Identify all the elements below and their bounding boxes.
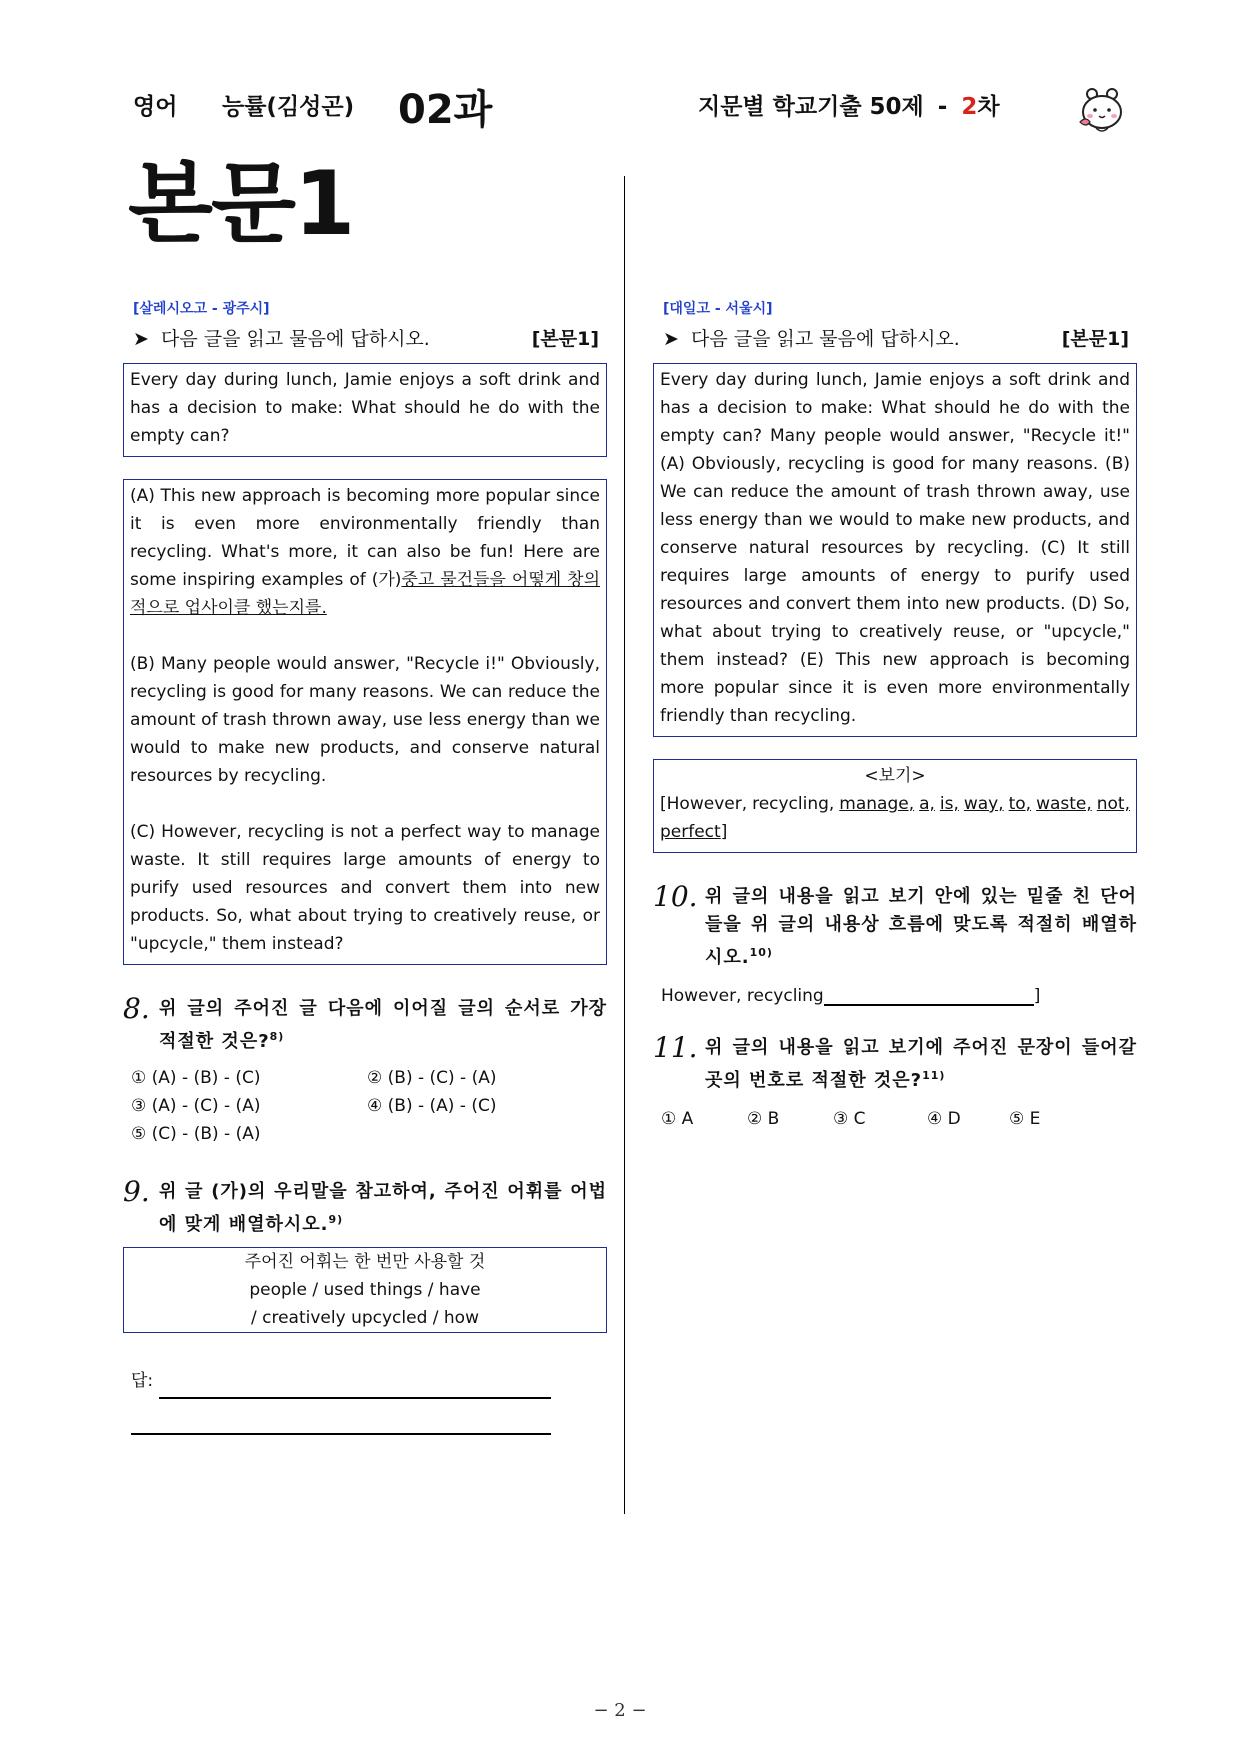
q10-answer-row xyxy=(653,986,1137,1006)
instruction-row xyxy=(653,324,1137,351)
bogi-word: is, xyxy=(939,794,959,814)
bogi-word: [However, xyxy=(660,794,748,814)
bogi-word: way, xyxy=(963,794,1004,814)
right-column xyxy=(653,298,1137,1133)
column-divider xyxy=(624,176,625,1514)
q11-option-3[interactable]: ③ C xyxy=(833,1109,866,1129)
bogi-words xyxy=(660,790,1130,846)
question-9-text: 위 글 (가)의 우리말을 참고하여, 주어진 어휘를 어법에 맞게 배열하시오. xyxy=(159,1181,607,1235)
footnote-ref: 11) xyxy=(922,1069,946,1082)
q11-options xyxy=(653,1105,1137,1133)
instruction-label: 다음 글을 읽고 물음에 답하시오. xyxy=(691,328,960,350)
answer-line-2[interactable] xyxy=(131,1433,551,1435)
bogi-word-9: perfect xyxy=(660,822,721,842)
subject-label: 영어 xyxy=(133,94,178,120)
footnote-ref: 9) xyxy=(328,1213,344,1226)
series-separator: - xyxy=(937,94,948,120)
section-title: 본문1 xyxy=(128,152,354,255)
instruction-label: 다음 글을 읽고 물음에 답하시오. xyxy=(161,328,430,350)
paragraph-a xyxy=(130,482,600,622)
source-label: [대일고 - 서울시] xyxy=(663,301,773,317)
q11-option-2[interactable]: ② B xyxy=(747,1109,780,1129)
q8-option-1[interactable]: ① (A) - (B) - (C) xyxy=(131,1068,261,1088)
series-title xyxy=(698,88,1000,121)
bogi-word-last: perfect] xyxy=(660,822,728,842)
intro-text: Every day during lunch, Jamie enjoys a soft drink and has a decision to make: What should he do with the empty can? xyxy=(130,370,600,446)
question-11 xyxy=(653,1031,1137,1095)
round-number: 2 xyxy=(961,94,978,120)
q8-option-5[interactable]: ⑤ (C) - (B) - (A) xyxy=(131,1124,261,1144)
q8-option-4[interactable]: ④ (B) - (A) - (C) xyxy=(367,1096,497,1116)
bogi-word: manage, xyxy=(839,794,915,814)
instruction-text xyxy=(663,324,960,351)
bogi-word: not, xyxy=(1096,794,1130,814)
footnote-ref: 8) xyxy=(269,1030,285,1043)
paragraph-a-underlined: 중고 물건들을 어떻게 창의적으로 업사이클 했는지를. xyxy=(130,570,601,618)
q10-answer-suffix: ] xyxy=(1033,986,1041,1006)
question-number: 8. xyxy=(123,992,150,1025)
bogi-box xyxy=(653,759,1137,853)
passage-text: Every day during lunch, Jamie enjoys a soft drink and has a decision to make: What should he do with the empty can? Many people would answer, "Recycle it!" (A) Obviously, recycling is good for many reasons. (B) We can reduce the amount of trash thrown away, use less energy than we would to make new products, and conserve natural resources by recycling. (C) It still requires large amounts of energy to purify used resources and convert them into new products. (D) So, what about trying to creatively reuse, or "upcycle," them instead? (E) This new approach is becoming more popular since it is even more environmentally friendly than recycling. xyxy=(660,370,1130,726)
question-10 xyxy=(653,880,1137,972)
bogi-word: to, xyxy=(1008,794,1032,814)
vocab-instruction: 주어진 어휘는 한 번만 사용할 것 xyxy=(244,1252,486,1272)
q10-answer-line[interactable] xyxy=(824,1004,1034,1006)
paragraph-b: (B) Many people would answer, "Recycle i!" Obviously, recycling is good for many reasons. We can reduce the amount of trash thrown away, use less energy than we would to make new products, and conserve natural resources by recycling. xyxy=(130,654,600,786)
instruction-row xyxy=(123,324,607,351)
paragraphs-box xyxy=(123,479,607,965)
question-11-text: 위 글의 내용을 읽고 보기에 주어진 문장이 들어갈 곳의 번호로 적절한 것은? xyxy=(705,1037,1137,1091)
lesson-label: 02과 xyxy=(398,87,493,133)
question-number: 9. xyxy=(123,1175,150,1208)
footnote-ref: 10) xyxy=(749,946,773,959)
vocab-line-2: / creatively upcycled / how xyxy=(251,1308,479,1328)
question-number: 10. xyxy=(653,880,698,913)
bogi-title: <보기> xyxy=(864,766,926,786)
passage-tag: [본문1] xyxy=(1061,328,1129,350)
bogi-word: a, xyxy=(919,794,935,814)
page-number: − 2 − xyxy=(593,1700,647,1721)
arrow-icon: ➤ xyxy=(133,328,149,350)
question-text xyxy=(705,1034,1137,1095)
passage-box xyxy=(653,363,1137,737)
vocab-line-1: people / used things / have xyxy=(249,1280,481,1300)
question-8 xyxy=(123,992,607,1056)
round-suffix: 차 xyxy=(977,94,1000,120)
question-text xyxy=(159,1178,607,1239)
vocab-box xyxy=(123,1247,607,1333)
question-text xyxy=(159,995,607,1056)
paragraph-c: (C) However, recycling is not a perfect way to manage waste. It still requires large amounts of energy to purify used resources and convert them into new products. So, what about trying to creatively reuse, or "upcycle," them instead? xyxy=(130,822,600,954)
question-8-text: 위 글의 주어진 글 다음에 이어질 글의 순서로 가장 적절한 것은? xyxy=(159,998,607,1052)
arrow-icon: ➤ xyxy=(663,328,679,350)
left-column xyxy=(123,298,607,1435)
q11-option-1[interactable]: ① A xyxy=(661,1109,694,1129)
question-text xyxy=(705,883,1137,972)
publisher-label: 능률(김성곤) xyxy=(222,94,355,120)
question-number: 11. xyxy=(653,1031,698,1064)
passage-tag: [본문1] xyxy=(531,328,599,350)
q8-options xyxy=(123,1064,607,1148)
instruction-text xyxy=(133,324,430,351)
answer-label: 답: xyxy=(131,1371,154,1391)
paragraph-a-text: (A) This new approach is becoming more popular since it is even more environmentally friendly than recycling. What's more, it can also be fun! Here are some inspiring examples of (가) xyxy=(130,486,600,590)
question-10-text: 위 글의 내용을 읽고 보기 안에 있는 밑줄 친 단어들을 위 글의 내용상 흐름에 맞도록 적절히 배열하시오. xyxy=(705,886,1137,968)
bear-mascot-icon xyxy=(1076,86,1128,136)
intro-box xyxy=(123,363,607,457)
answer-area xyxy=(123,1363,607,1435)
bogi-word-0: However, xyxy=(666,794,748,814)
q10-answer-prefix: However, recycling xyxy=(661,986,824,1006)
series-prefix: 지문별 학교기출 50제 xyxy=(698,94,924,120)
q11-option-4[interactable]: ④ D xyxy=(927,1109,961,1129)
answer-line-1[interactable] xyxy=(159,1397,551,1399)
source-label: [살레시오고 - 광주시] xyxy=(133,301,270,317)
q8-option-3[interactable]: ③ (A) - (C) - (A) xyxy=(131,1096,261,1116)
q8-option-2[interactable]: ② (B) - (C) - (A) xyxy=(367,1068,497,1088)
bogi-word: waste, xyxy=(1036,794,1092,814)
question-9 xyxy=(123,1175,607,1239)
bogi-word: recycling, xyxy=(752,794,835,814)
q11-option-5[interactable]: ⑤ E xyxy=(1009,1109,1041,1129)
